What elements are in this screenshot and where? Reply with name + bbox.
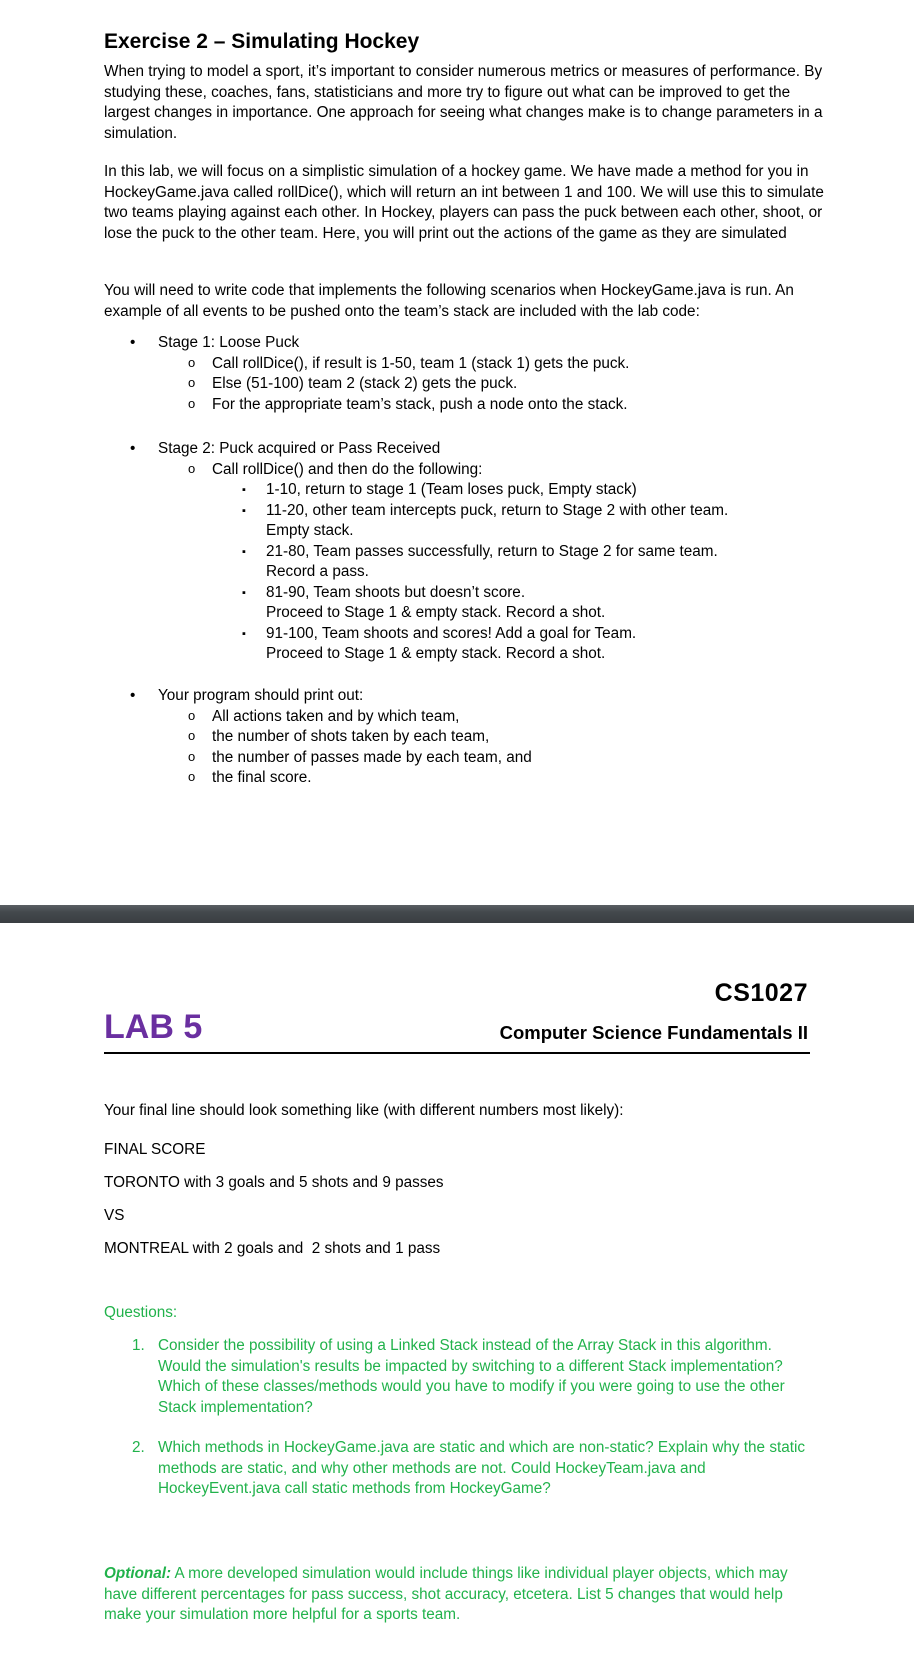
optional-label: Optional: bbox=[104, 1565, 172, 1582]
lab-title: LAB 5 bbox=[104, 1008, 203, 1046]
question-item bbox=[104, 1336, 810, 1418]
list-item: ▪ 11-20, other team intercepts puck, return to Stage 2 with other team. Empty stack. bbox=[212, 501, 824, 542]
questions-label: Questions: bbox=[104, 1304, 178, 1321]
course-code: CS1027 bbox=[714, 979, 808, 1007]
output-item bbox=[104, 686, 824, 789]
intro-paragraph: When trying to model a sport, it’s important to consider numerous metrics or measures of performance. By studying these, coaches, fans, statisticians and more try to figure out what can be improved to get the largest changes in importance. One approach for seeing what changes make is to change parameters in a simulation. bbox=[104, 63, 823, 142]
list-item: ▪ 1-10, return to stage 1 (Team loses puck, Empty stack) bbox=[212, 480, 824, 501]
list-item: ▪ 21-80, Team passes successfully, return to Stage 2 for same team. Record a pass. bbox=[212, 542, 824, 583]
requirements-paragraph: You will need to write code that implements the following scenarios when HockeyGame.java is run. An example of all events to be pushed onto the team’s stack are included with the lab code: bbox=[104, 282, 794, 320]
stage2-sub-item bbox=[158, 460, 824, 665]
list-item: o For the appropriate team’s stack, push a node onto the stack. bbox=[158, 395, 824, 416]
page-2 bbox=[0, 923, 914, 1674]
final-score-label: FINAL SCORE bbox=[104, 1141, 206, 1158]
list-item: o the number of shots taken by each team, bbox=[158, 727, 824, 748]
questions-list bbox=[104, 1336, 810, 1520]
vs-label: VS bbox=[104, 1207, 125, 1224]
list-item: ▪ 91-100, Team shoots and scores! Add a goal for Team. Proceed to Stage 1 & empty stack. Record a shot. bbox=[212, 624, 824, 665]
stage1-label: Stage 1: Loose Puck bbox=[158, 334, 300, 351]
question-text: Consider the possibility of using a Linked Stack instead of the Array Stack in this algorithm. Would the simulation's results be impacted by switching to a different Stack implementation? Which of these classes/methods would you have to modify if you were going to use the other Stack implementation? bbox=[158, 1337, 785, 1416]
lab-description-paragraph: In this lab, we will focus on a simplistic simulation of a hockey game. We have made a method for you in HockeyGame.java called rollDice(), which will return an int between 1 and 100. We will use this to simulate two teams playing against each other. In Hockey, players can pass the puck between each other, shoot, or lose the puck to the other team. Here, you will print out the actions of the game as they are simulated bbox=[104, 163, 824, 242]
list-item: o Else (51-100) team 2 (stack 2) gets the puck. bbox=[158, 374, 824, 395]
course-name: Computer Science Fundamentals II bbox=[499, 1022, 808, 1043]
final-line-intro: Your final line should look something like (with different numbers most likely): bbox=[104, 1102, 624, 1119]
stage1-list bbox=[104, 333, 824, 415]
page-separator bbox=[0, 905, 914, 923]
stage2-list bbox=[104, 439, 824, 665]
stage2-label: Stage 2: Puck acquired or Pass Received bbox=[158, 440, 441, 457]
team2-line: MONTREAL with 2 goals and 2 shots and 1 pass bbox=[104, 1240, 441, 1257]
stage2-sub-label: Call rollDice() and then do the following: bbox=[212, 460, 483, 478]
question-number: 1. bbox=[132, 1337, 145, 1354]
exercise-title: Exercise 2 – Simulating Hockey bbox=[104, 30, 420, 53]
question-number: 2. bbox=[132, 1439, 145, 1456]
list-item: o Call rollDice(), if result is 1-50, team 1 (stack 1) gets the puck. bbox=[158, 354, 824, 375]
stage2-item bbox=[104, 439, 824, 665]
stage1-item bbox=[104, 333, 824, 415]
question-item bbox=[104, 1438, 810, 1500]
question-text: Which methods in HockeyGame.java are static and which are non-static? Explain why the static methods are static, and why other methods are not. Could HockeyTeam.java and HockeyEvent.java call static methods from HockeyGame? bbox=[158, 1439, 806, 1497]
optional-paragraph bbox=[104, 1564, 824, 1626]
list-item: ▪ 81-90, Team shoots but doesn’t score. Proceed to Stage 1 & empty stack. Record a shot. bbox=[212, 583, 824, 624]
optional-text: A more developed simulation would include things like individual player objects, which may have different percentages for pass success, shot accuracy, etcetera. List 5 changes that would help make your simulation more helpful for a sports team. bbox=[104, 1565, 788, 1623]
team1-line: TORONTO with 3 goals and 5 shots and 9 passes bbox=[104, 1174, 444, 1191]
header-divider bbox=[104, 1052, 810, 1054]
list-item: o All actions taken and by which team, bbox=[158, 707, 824, 728]
output-list bbox=[104, 686, 824, 789]
list-item: o the final score. bbox=[158, 768, 824, 789]
output-label: Your program should print out: bbox=[158, 687, 364, 704]
list-item: o the number of passes made by each team, and bbox=[158, 748, 824, 769]
